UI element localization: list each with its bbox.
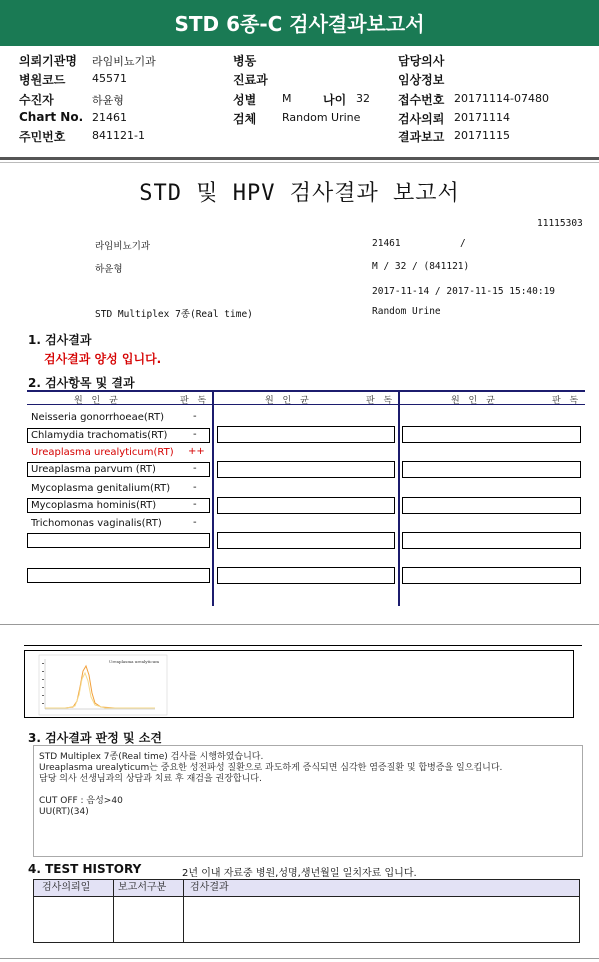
report-number: 11115303 — [537, 218, 583, 229]
header-info — [0, 46, 599, 154]
header-value: 하윤형 — [92, 94, 124, 107]
col-header-pathogen: 원 인 균 — [451, 396, 498, 406]
header-value: 841121-1 — [92, 129, 145, 142]
header-label: 나이 — [323, 93, 347, 107]
remark-line: STD Multiplex 7종(Real time) 검사를 시행하였습니다. — [39, 752, 264, 762]
header-value: 20171114 — [454, 111, 510, 124]
header-label: 수진자 — [19, 93, 54, 107]
row-box — [217, 567, 395, 584]
pathogen-name: Trichomonas vaginalis(RT) — [31, 518, 162, 529]
header-label: 진료과 — [233, 73, 268, 87]
row-box — [402, 426, 581, 443]
amplification-chart — [25, 651, 573, 717]
row-box — [402, 461, 581, 478]
pathogen-name: Mycoplasma genitalium(RT) — [31, 483, 171, 494]
history-col-type: 보고서구분 — [118, 882, 167, 893]
table-col-divider — [398, 392, 400, 606]
header-value: 32 — [356, 92, 370, 105]
row-box — [217, 497, 395, 514]
col-header-result: 판 독 — [552, 396, 582, 406]
pathogen-name: Ureaplasma parvum (RT) — [31, 464, 156, 475]
pathogen-name: Mycoplasma hominis(RT) — [31, 500, 157, 511]
header-label: 검체 — [233, 112, 257, 126]
header-value: M — [282, 92, 292, 105]
pathogen-result: - — [193, 429, 197, 440]
pathogen-result: - — [193, 499, 197, 510]
row-box — [27, 568, 210, 583]
row-box — [402, 497, 581, 514]
bottom-divider — [0, 958, 599, 959]
col-header-pathogen: 원 인 균 — [74, 396, 121, 406]
header-value: 45571 — [92, 72, 127, 85]
divider — [24, 645, 582, 646]
report-dates: 2017-11-14 / 2017-11-15 15:40:19 — [372, 286, 556, 297]
history-col-sep — [113, 880, 114, 942]
remark-line: UU(RT)(34) — [39, 807, 89, 817]
chart-plot-area — [39, 655, 167, 715]
header-value: 20171114-07480 — [454, 92, 549, 105]
result-summary: 검사결과 양성 입니다. — [44, 352, 162, 366]
pathogen-result: - — [193, 463, 197, 474]
report-title-bar — [0, 0, 599, 46]
row-box — [402, 567, 581, 584]
pathogen-name: Chlamydia trachomatis(RT) — [31, 430, 168, 441]
history-col-result: 검사결과 — [190, 882, 229, 893]
history-note: 2년 이내 자료중 병원,성명,생년월일 일치자료 입니다. — [182, 868, 417, 879]
hospital-name: 라임비뇨기과 — [95, 241, 151, 252]
chart-number: 21461 — [372, 238, 401, 249]
report-title: STD 6종-C 검사결과보고서 — [174, 12, 425, 36]
col-header-result: 판 독 — [180, 396, 210, 406]
header-label: Chart No. — [19, 110, 84, 124]
row-box — [217, 461, 395, 478]
row-box — [217, 532, 395, 549]
section-remarks-heading: 3. 검사결과 판정 및 소견 — [28, 731, 162, 745]
header-value: 21461 — [92, 111, 127, 124]
row-box — [27, 533, 210, 548]
test-name: STD Multiplex 7종(Real time) — [95, 309, 253, 320]
pathogen-result: - — [193, 411, 197, 422]
section-result-heading: 1. 검사결과 — [28, 333, 92, 347]
header-divider-thin — [0, 162, 599, 163]
pathogen-name-positive: Ureaplasma urealyticum(RT) — [31, 447, 174, 458]
specimen: Random Urine — [372, 306, 441, 317]
header-value: 라임비뇨기과 — [92, 55, 156, 68]
header-label: 병동 — [233, 54, 257, 68]
history-table-header — [34, 880, 579, 897]
col-header-pathogen: 원 인 균 — [265, 396, 312, 406]
section-items-heading: 2. 검사항목 및 결과 — [28, 376, 135, 390]
history-table — [33, 879, 580, 943]
header-divider — [0, 157, 599, 160]
document-title: STD 및 HPV 검사결과 보고서 — [139, 181, 460, 206]
header-label: 주민번호 — [19, 130, 66, 144]
pathogen-result-positive: ++ — [188, 446, 205, 457]
remark-line: CUT OFF : 음성>40 — [39, 796, 123, 806]
row-box — [217, 426, 395, 443]
chart-legend: Ureaplasma urealyticum — [109, 659, 160, 664]
header-label: 담당의사 — [398, 54, 445, 68]
header-value: Random Urine — [282, 111, 361, 124]
header-value: 20171115 — [454, 129, 510, 142]
sex-age: M / 32 / (841121) — [372, 261, 470, 272]
chart-slash: / — [460, 238, 466, 249]
table-top-border — [27, 390, 585, 392]
patient-name: 하윤형 — [95, 264, 123, 275]
pathogen-result: - — [193, 517, 197, 528]
table-col-divider — [212, 392, 214, 606]
header-label: 병원코드 — [19, 73, 66, 87]
header-label: 성별 — [233, 93, 257, 107]
header-label: 임상정보 — [398, 73, 445, 87]
header-label: 접수번호 — [398, 93, 445, 107]
header-label: 의뢰기관명 — [19, 54, 77, 68]
section-history-heading: 4. TEST HISTORY — [28, 862, 142, 876]
header-label: 검사의뢰 — [398, 112, 445, 126]
remarks-box — [33, 745, 583, 857]
pathogen-name: Neisseria gonorrhoeae(RT) — [31, 412, 164, 423]
header-label: 결과보고 — [398, 130, 445, 144]
divider — [0, 624, 599, 625]
amplification-chart-box — [24, 650, 574, 718]
pathogen-result: - — [193, 482, 197, 493]
remark-line: Ureaplasma urealyticum는 중요한 성전파성 질환으로 과도하게 증식되면 심각한 염증질환 및 합병증을 일으킵니다. — [39, 763, 503, 773]
col-header-result: 판 독 — [366, 396, 396, 406]
history-col-sep — [183, 880, 184, 942]
remark-line: 담당 의사 선생님과의 상담과 치료 후 재검을 권장합니다. — [39, 774, 262, 784]
history-col-date: 검사의뢰일 — [42, 882, 91, 893]
row-box — [402, 532, 581, 549]
